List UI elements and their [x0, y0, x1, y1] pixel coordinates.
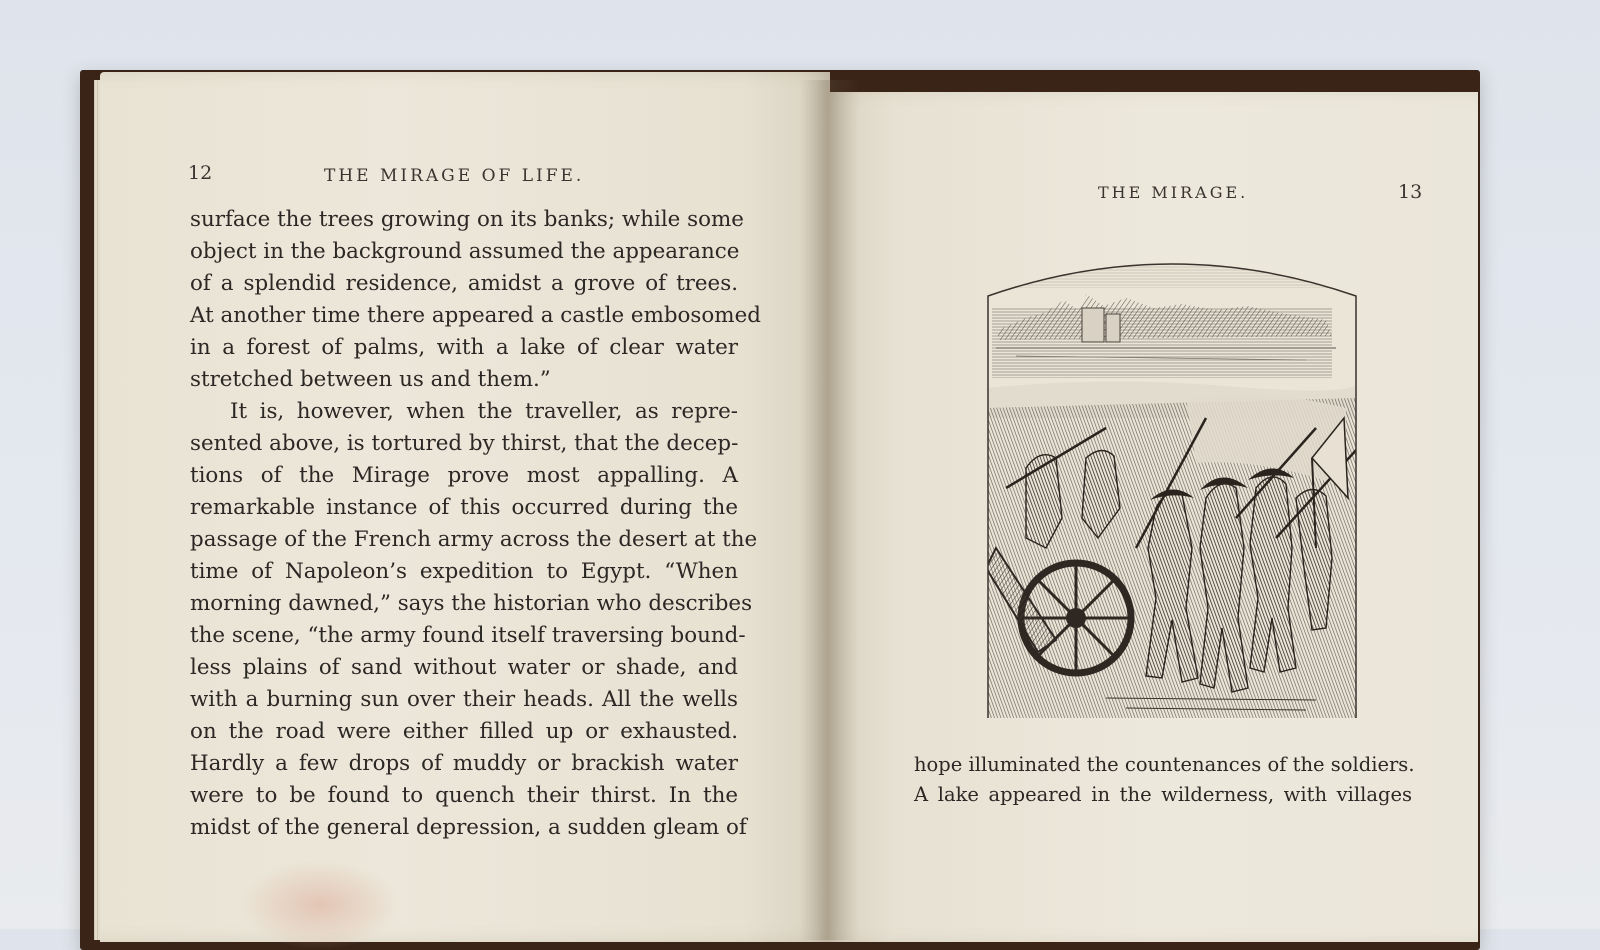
- text-line: At another time there appeared a castle embosomed: [190, 303, 761, 328]
- text-line: in a forest of palms, with a lake of clear water: [190, 335, 738, 360]
- text-line: were to be found to quench their thirst. In the: [190, 783, 738, 808]
- text-line: hope illuminated the countenances of the soldiers.: [914, 753, 1415, 776]
- text-line: sented above, is tortured by thirst, that the decep-: [190, 431, 739, 456]
- right-running-head: THE MIRAGE.: [1098, 183, 1249, 202]
- book-gutter: [800, 80, 860, 940]
- text-line: It is, however, when the traveller, as repre-: [230, 399, 738, 424]
- thumb-shadow: [240, 860, 400, 950]
- left-page-number: 12: [188, 162, 213, 184]
- text-line: on the road were either filled up or exhausted.: [190, 719, 738, 744]
- text-line: the scene, “the army found itself traversing bound-: [190, 623, 746, 648]
- text-line: A lake appeared in the wilderness, with villages: [914, 783, 1412, 806]
- text-line: surface the trees growing on its banks; while some: [190, 207, 744, 232]
- text-line: object in the background assumed the appearance: [190, 239, 740, 264]
- text-line: morning dawned,” says the historian who describes: [190, 591, 753, 616]
- text-line: stretched between us and them.”: [190, 367, 551, 392]
- text-line: Hardly a few drops of muddy or brackish water: [190, 751, 738, 776]
- text-line: of a splendid residence, amidst a grove of trees.: [190, 271, 738, 296]
- text-line: with a burning sun over their heads. All the wells: [190, 687, 738, 712]
- left-running-head: THE MIRAGE OF LIFE.: [324, 166, 585, 186]
- text-line: time of Napoleon’s expedition to Egypt. “When: [190, 559, 738, 584]
- text-line: passage of the French army across the desert at the: [190, 527, 758, 552]
- right-page-body-text: [914, 750, 1415, 810]
- text-line: less plains of sand without water or shade, and: [190, 655, 738, 680]
- engraving-illustration: [986, 248, 1358, 720]
- text-line: tions of the Mirage prove most appalling. A: [190, 463, 738, 488]
- text-line: midst of the general depression, a sudden gleam of: [190, 815, 747, 840]
- left-page-body-text: [190, 204, 761, 844]
- text-line: remarkable instance of this occurred during the: [190, 495, 738, 520]
- right-page-number: 13: [1398, 181, 1423, 203]
